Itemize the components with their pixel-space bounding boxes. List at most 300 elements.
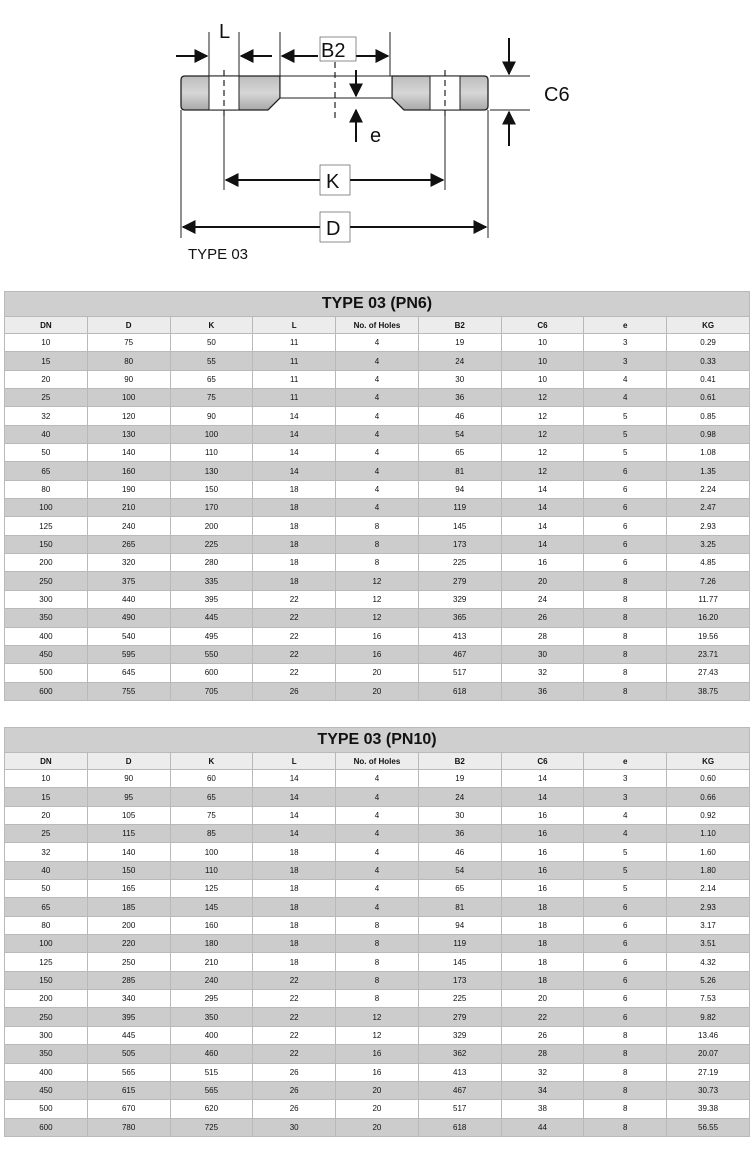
table-cell: 4	[336, 352, 419, 370]
table-cell: 505	[87, 1045, 170, 1063]
table-row	[5, 1026, 750, 1044]
table-cell: 5.26	[667, 971, 750, 989]
table-cell: 115	[87, 825, 170, 843]
table-cell: 12	[336, 590, 419, 608]
table-cell: 515	[170, 1063, 253, 1081]
table-cell: 22	[253, 990, 336, 1008]
table-cell: 2.93	[667, 517, 750, 535]
table-cell: 18	[501, 971, 584, 989]
table-row	[5, 334, 750, 352]
table-cell: 80	[5, 480, 88, 498]
table-cell: 8	[584, 1063, 667, 1081]
table-cell: 6	[584, 990, 667, 1008]
table-cell: 125	[170, 880, 253, 898]
table-row	[5, 788, 750, 806]
table-cell: 0.66	[667, 788, 750, 806]
table-cell: 85	[170, 825, 253, 843]
table-row	[5, 861, 750, 879]
table-cell: 285	[87, 971, 170, 989]
table-cell: 94	[418, 480, 501, 498]
label-e: e	[370, 125, 382, 147]
table-cell: 55	[170, 352, 253, 370]
table-cell: 165	[87, 880, 170, 898]
label-d: D	[326, 218, 341, 240]
table-cell: 3	[584, 352, 667, 370]
table-cell: 8	[584, 590, 667, 608]
column-header: DN	[5, 317, 88, 334]
column-header: No. of Holes	[336, 317, 419, 334]
table-cell: 36	[418, 825, 501, 843]
table-cell: 12	[336, 1008, 419, 1026]
table-cell: 140	[87, 444, 170, 462]
table-cell: 160	[170, 916, 253, 934]
table-header-row	[5, 753, 750, 770]
table-cell: 6	[584, 480, 667, 498]
table-cell: 32	[5, 407, 88, 425]
table-row	[5, 352, 750, 370]
table-cell: 75	[87, 334, 170, 352]
table-cell: 22	[253, 971, 336, 989]
table-cell: 240	[87, 517, 170, 535]
table-cell: 14	[253, 444, 336, 462]
table-cell: 565	[170, 1081, 253, 1099]
table-cell: 413	[418, 1063, 501, 1081]
table-cell: 38.75	[667, 682, 750, 700]
table-cell: 200	[170, 517, 253, 535]
table-cell: 3	[584, 334, 667, 352]
table-cell: 18	[501, 898, 584, 916]
table-cell: 225	[418, 554, 501, 572]
column-header: No. of Holes	[336, 753, 419, 770]
table-title-row	[5, 292, 750, 317]
table-cell: 225	[170, 535, 253, 553]
table-cell: 12	[336, 609, 419, 627]
table-cell: 18	[501, 916, 584, 934]
table-cell: 279	[418, 1008, 501, 1026]
dimension-arrows	[176, 38, 509, 227]
table-row	[5, 1118, 750, 1136]
table-header-row	[5, 317, 750, 334]
table-row	[5, 425, 750, 443]
table-cell: 90	[87, 770, 170, 788]
table-cell: 6	[584, 462, 667, 480]
table-cell: 24	[501, 590, 584, 608]
table-pn10-body	[5, 728, 750, 1137]
table-cell: 75	[170, 806, 253, 824]
table-cell: 22	[253, 1026, 336, 1044]
table-cell: 26	[253, 1100, 336, 1118]
table-cell: 27.43	[667, 664, 750, 682]
table-cell: 130	[170, 462, 253, 480]
table-cell: 32	[5, 843, 88, 861]
table-cell: 145	[418, 517, 501, 535]
table-cell: 50	[170, 334, 253, 352]
drawing-caption: TYPE 03	[188, 246, 249, 263]
table-cell: 18	[501, 953, 584, 971]
table-cell: 375	[87, 572, 170, 590]
table-cell: 540	[87, 627, 170, 645]
table-cell: 1.80	[667, 861, 750, 879]
table-cell: 11	[253, 352, 336, 370]
table-cell: 4	[584, 370, 667, 388]
label-b2: B2	[321, 40, 346, 62]
table-cell: 395	[87, 1008, 170, 1026]
table-pn6	[4, 291, 750, 701]
table-cell: 80	[87, 352, 170, 370]
table-cell: 265	[87, 535, 170, 553]
table-cell: 413	[418, 627, 501, 645]
table-cell: 4	[336, 898, 419, 916]
table-cell: 14	[501, 480, 584, 498]
table-cell: 15	[5, 788, 88, 806]
table-row	[5, 462, 750, 480]
table-cell: 4	[584, 389, 667, 407]
table-row	[5, 1008, 750, 1026]
table-cell: 12	[336, 572, 419, 590]
table-cell: 400	[5, 1063, 88, 1081]
table-cell: 18	[253, 953, 336, 971]
table-row	[5, 535, 750, 553]
table-cell: 11	[253, 370, 336, 388]
table-cell: 46	[418, 843, 501, 861]
table-cell: 6	[584, 953, 667, 971]
table-cell: 26	[253, 682, 336, 700]
table-cell: 11	[253, 389, 336, 407]
table-cell: 3.17	[667, 916, 750, 934]
table-row	[5, 806, 750, 824]
table-cell: 16	[336, 627, 419, 645]
table-pn6-body	[5, 292, 750, 701]
flange-section	[181, 62, 488, 118]
table-cell: 150	[5, 971, 88, 989]
table-cell: 56.55	[667, 1118, 750, 1136]
table-cell: 500	[5, 664, 88, 682]
table-cell: 5	[584, 444, 667, 462]
table-row	[5, 572, 750, 590]
table-cell: 30	[501, 645, 584, 663]
table-row	[5, 825, 750, 843]
table-cell: 18	[253, 554, 336, 572]
table-cell: 50	[5, 444, 88, 462]
table-cell: 0.98	[667, 425, 750, 443]
table-cell: 8	[584, 1045, 667, 1063]
table-cell: 65	[170, 788, 253, 806]
table-cell: 125	[5, 517, 88, 535]
table-cell: 36	[501, 682, 584, 700]
table-row	[5, 627, 750, 645]
table-cell: 16	[501, 806, 584, 824]
table-cell: 12	[501, 407, 584, 425]
table-cell: 4	[336, 462, 419, 480]
table-cell: 210	[87, 499, 170, 517]
table-cell: 75	[170, 389, 253, 407]
table-cell: 490	[87, 609, 170, 627]
table-cell: 335	[170, 572, 253, 590]
table-cell: 18	[501, 935, 584, 953]
table-cell: 6	[584, 916, 667, 934]
table-cell: 90	[87, 370, 170, 388]
table-cell: 18	[253, 480, 336, 498]
table-cell: 22	[253, 664, 336, 682]
flange-diagram	[0, 0, 750, 280]
table-cell: 18	[253, 880, 336, 898]
table-cell: 400	[170, 1026, 253, 1044]
table-cell: 30	[418, 806, 501, 824]
table-cell: 2.14	[667, 880, 750, 898]
table-cell: 19	[418, 334, 501, 352]
table-cell: 32	[501, 1063, 584, 1081]
table-cell: 10	[5, 770, 88, 788]
table-cell: 13.46	[667, 1026, 750, 1044]
table-cell: 11	[253, 334, 336, 352]
table-cell: 8	[336, 517, 419, 535]
table-cell: 34	[501, 1081, 584, 1099]
table-cell: 14	[253, 425, 336, 443]
table-cell: 8	[584, 1081, 667, 1099]
table-row	[5, 1063, 750, 1081]
column-header: D	[87, 753, 170, 770]
table-cell: 173	[418, 535, 501, 553]
column-header: KG	[667, 317, 750, 334]
table-cell: 10	[5, 334, 88, 352]
table-cell: 18	[253, 517, 336, 535]
table-cell: 7.53	[667, 990, 750, 1008]
table-cell: 26	[253, 1063, 336, 1081]
table-cell: 11.77	[667, 590, 750, 608]
table-row	[5, 554, 750, 572]
table-row	[5, 990, 750, 1008]
table-cell: 18	[253, 898, 336, 916]
table-cell: 780	[87, 1118, 170, 1136]
table-row	[5, 517, 750, 535]
table-cell: 22	[253, 627, 336, 645]
table-cell: 8	[584, 572, 667, 590]
table-cell: 18	[253, 935, 336, 953]
column-header: e	[584, 317, 667, 334]
table-cell: 14	[253, 770, 336, 788]
table-cell: 16	[336, 1063, 419, 1081]
table-cell: 8	[584, 1100, 667, 1118]
table-cell: 22	[253, 609, 336, 627]
table-cell: 4	[584, 806, 667, 824]
table-cell: 16	[501, 554, 584, 572]
table-row	[5, 971, 750, 989]
table-cell: 4	[336, 480, 419, 498]
column-header: DN	[5, 753, 88, 770]
table-cell: 4	[336, 499, 419, 517]
table-cell: 8	[584, 1118, 667, 1136]
table-row	[5, 1045, 750, 1063]
table-cell: 200	[87, 916, 170, 934]
table-cell: 4	[336, 407, 419, 425]
table-cell: 8	[584, 645, 667, 663]
table-cell: 38	[501, 1100, 584, 1118]
table-cell: 95	[87, 788, 170, 806]
table-cell: 645	[87, 664, 170, 682]
table-cell: 15	[5, 352, 88, 370]
table-cell: 36	[418, 389, 501, 407]
table-cell: 6	[584, 898, 667, 916]
table-cell: 30	[418, 370, 501, 388]
table-cell: 100	[87, 389, 170, 407]
table-cell: 14	[501, 770, 584, 788]
table-cell: 39.38	[667, 1100, 750, 1118]
table-cell: 12	[501, 462, 584, 480]
table-cell: 250	[5, 1008, 88, 1026]
table-cell: 12	[501, 425, 584, 443]
table-cell: 10	[501, 352, 584, 370]
table-cell: 14	[253, 407, 336, 425]
table-cell: 0.29	[667, 334, 750, 352]
table-cell: 150	[5, 535, 88, 553]
table-row	[5, 1100, 750, 1118]
table-row	[5, 898, 750, 916]
table-cell: 3	[584, 770, 667, 788]
table-cell: 4	[336, 389, 419, 407]
table-cell: 220	[87, 935, 170, 953]
table-cell: 4	[336, 770, 419, 788]
table-cell: 8	[584, 1026, 667, 1044]
table-cell: 90	[170, 407, 253, 425]
table-cell: 54	[418, 425, 501, 443]
table-cell: 20	[501, 572, 584, 590]
column-header: B2	[418, 317, 501, 334]
table-cell: 24	[418, 788, 501, 806]
table-cell: 670	[87, 1100, 170, 1118]
table-cell: 94	[418, 916, 501, 934]
column-header: C6	[501, 317, 584, 334]
table-cell: 25	[5, 825, 88, 843]
table-cell: 145	[418, 953, 501, 971]
table-cell: 20	[5, 370, 88, 388]
table-cell: 50	[5, 880, 88, 898]
table-cell: 20	[336, 1100, 419, 1118]
table-cell: 22	[253, 645, 336, 663]
table-cell: 600	[5, 1118, 88, 1136]
table-cell: 16	[501, 843, 584, 861]
table-cell: 450	[5, 1081, 88, 1099]
column-header: e	[584, 753, 667, 770]
table-cell: 100	[170, 843, 253, 861]
table-row	[5, 770, 750, 788]
table-cell: 300	[5, 1026, 88, 1044]
table-cell: 16	[501, 880, 584, 898]
table-cell: 350	[5, 609, 88, 627]
table-cell: 46	[418, 407, 501, 425]
table-cell: 517	[418, 1100, 501, 1118]
table-cell: 320	[87, 554, 170, 572]
table-cell: 14	[501, 517, 584, 535]
table-cell: 620	[170, 1100, 253, 1118]
table-cell: 4	[336, 334, 419, 352]
table-cell: 4.32	[667, 953, 750, 971]
table-cell: 20	[336, 1081, 419, 1099]
table-row	[5, 843, 750, 861]
table-cell: 500	[5, 1100, 88, 1118]
table-cell: 4	[336, 880, 419, 898]
table-cell: 240	[170, 971, 253, 989]
table-cell: 0.33	[667, 352, 750, 370]
table-cell: 280	[170, 554, 253, 572]
table-cell: 0.85	[667, 407, 750, 425]
table-cell: 4.85	[667, 554, 750, 572]
table-cell: 28	[501, 1045, 584, 1063]
table-cell: 495	[170, 627, 253, 645]
table-cell: 119	[418, 499, 501, 517]
table-cell: 467	[418, 1081, 501, 1099]
table-cell: 5	[584, 880, 667, 898]
table-cell: 517	[418, 664, 501, 682]
table-cell: 467	[418, 645, 501, 663]
column-header: K	[170, 753, 253, 770]
table-cell: 7.26	[667, 572, 750, 590]
table-cell: 40	[5, 861, 88, 879]
table-cell: 2.24	[667, 480, 750, 498]
table-cell: 60	[170, 770, 253, 788]
table-row	[5, 682, 750, 700]
table-cell: 5	[584, 843, 667, 861]
table-cell: 0.92	[667, 806, 750, 824]
table-cell: 350	[5, 1045, 88, 1063]
table-cell: 22	[253, 590, 336, 608]
table-cell: 725	[170, 1118, 253, 1136]
table-cell: 4	[336, 825, 419, 843]
table-row	[5, 480, 750, 498]
table-cell: 2.47	[667, 499, 750, 517]
table-cell: 8	[584, 627, 667, 645]
table-cell: 0.60	[667, 770, 750, 788]
table-cell: 8	[336, 554, 419, 572]
table-cell: 170	[170, 499, 253, 517]
table-cell: 329	[418, 1026, 501, 1044]
table-cell: 20	[501, 990, 584, 1008]
table-cell: 595	[87, 645, 170, 663]
table-cell: 2.93	[667, 898, 750, 916]
table-cell: 6	[584, 971, 667, 989]
table-cell: 150	[87, 861, 170, 879]
table-cell: 8	[336, 971, 419, 989]
table-cell: 10	[501, 370, 584, 388]
table-cell: 14	[501, 535, 584, 553]
table-cell: 4	[336, 788, 419, 806]
table-cell: 300	[5, 590, 88, 608]
table-cell: 22	[253, 1008, 336, 1026]
table-cell: 65	[418, 444, 501, 462]
table-cell: 200	[5, 990, 88, 1008]
table-cell: 6	[584, 517, 667, 535]
table-cell: 40	[5, 425, 88, 443]
table-cell: 20	[5, 806, 88, 824]
table-cell: 28	[501, 627, 584, 645]
table-row	[5, 590, 750, 608]
table-cell: 14	[253, 825, 336, 843]
table-cell: 125	[5, 953, 88, 971]
table-cell: 3.25	[667, 535, 750, 553]
column-header: C6	[501, 753, 584, 770]
table-cell: 26	[501, 609, 584, 627]
column-header: L	[253, 317, 336, 334]
table-cell: 16	[501, 825, 584, 843]
table-cell: 24	[418, 352, 501, 370]
table-cell: 615	[87, 1081, 170, 1099]
table-cell: 8	[336, 916, 419, 934]
table-cell: 6	[584, 554, 667, 572]
table-cell: 119	[418, 935, 501, 953]
table-cell: 395	[170, 590, 253, 608]
table-cell: 14	[253, 462, 336, 480]
table-cell: 618	[418, 1118, 501, 1136]
table-cell: 8	[336, 990, 419, 1008]
